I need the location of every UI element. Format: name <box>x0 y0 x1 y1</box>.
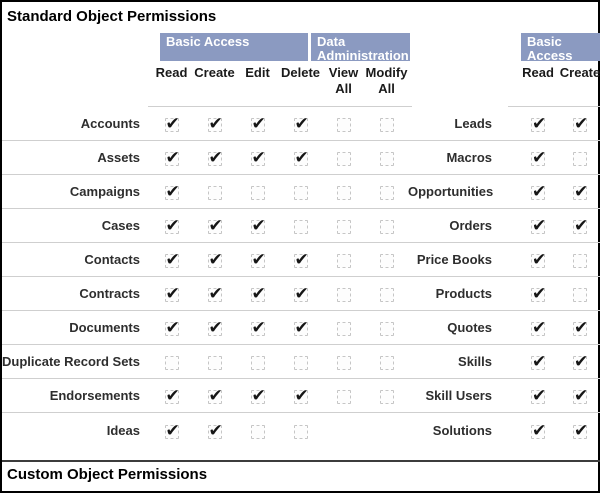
cell-cases-read <box>150 209 193 242</box>
cell-contracts-read <box>150 277 193 310</box>
group-header-basic-access-left: Basic Access <box>160 33 308 61</box>
table-row <box>2 379 600 413</box>
cell-ideas-modify-all <box>365 413 408 447</box>
cell-ideas-view-all <box>322 413 365 447</box>
column-header-modify-all: Modify All <box>365 65 408 96</box>
table-row <box>2 107 600 141</box>
check-mark-icon: ✔ <box>532 114 547 134</box>
cell-accounts-edit <box>236 107 279 140</box>
table-row <box>2 277 600 311</box>
documents-edit-checkbox[interactable] <box>251 318 266 338</box>
row-label-skills: Skills <box>458 354 492 369</box>
ideas-create-checkbox[interactable] <box>208 420 223 441</box>
leads-read-checkbox[interactable] <box>531 114 547 134</box>
cases-delete-checkbox[interactable] <box>294 220 308 234</box>
check-mark-icon: ✔ <box>532 420 547 441</box>
documents-read-checkbox[interactable] <box>165 318 180 338</box>
cell-skill-users-read <box>517 379 559 412</box>
assets-create-checkbox[interactable] <box>208 148 223 168</box>
cell-duplicate-record-sets-delete <box>279 345 322 378</box>
check-mark-icon: ✔ <box>165 318 180 338</box>
cases-read-checkbox[interactable] <box>165 216 180 236</box>
accounts-view-all-checkbox[interactable] <box>337 118 351 132</box>
cell-products-create <box>559 277 600 310</box>
cell-campaigns-read <box>150 175 193 208</box>
cell-duplicate-record-sets-read <box>150 345 193 378</box>
check-mark-icon: ✔ <box>208 284 223 304</box>
check-mark-icon: ✔ <box>251 284 266 304</box>
quotes-read-checkbox[interactable] <box>531 318 547 338</box>
duplicate-record-sets-view-all-checkbox[interactable] <box>337 356 351 370</box>
duplicate-record-sets-delete-checkbox[interactable] <box>294 356 308 370</box>
documents-modify-all-checkbox[interactable] <box>380 322 394 336</box>
check-mark-icon: ✔ <box>165 386 180 406</box>
row-label-duplicate-record-sets: Duplicate Record Sets <box>2 354 140 369</box>
cell-solutions-create <box>559 413 600 447</box>
campaigns-edit-checkbox[interactable] <box>251 186 265 200</box>
cell-duplicate-record-sets-edit <box>236 345 279 378</box>
cell-macros-create <box>559 141 600 174</box>
row-label-cases: Cases <box>101 218 140 233</box>
solutions-create-checkbox[interactable] <box>573 420 589 441</box>
accounts-create-checkbox[interactable] <box>208 114 223 134</box>
contacts-modify-all-checkbox[interactable] <box>380 254 394 268</box>
cell-endorsements-edit <box>236 379 279 412</box>
duplicate-record-sets-modify-all-checkbox[interactable] <box>380 356 394 370</box>
assets-delete-checkbox[interactable] <box>294 148 309 168</box>
check-mark-icon: ✔ <box>294 284 309 304</box>
check-mark-icon: ✔ <box>251 114 266 134</box>
cell-campaigns-delete <box>279 175 322 208</box>
cell-accounts-modify-all <box>365 107 408 140</box>
cell-duplicate-record-sets-modify-all <box>365 345 408 378</box>
check-mark-icon: ✔ <box>165 182 180 202</box>
column-header-create: Create <box>559 65 600 80</box>
check-mark-icon: ✔ <box>532 284 547 304</box>
contacts-create-checkbox[interactable] <box>208 250 223 270</box>
cell-skill-users-create <box>559 379 600 412</box>
row-label-contracts: Contracts <box>79 286 140 301</box>
campaigns-view-all-checkbox[interactable] <box>337 186 351 200</box>
contracts-view-all-checkbox[interactable] <box>337 288 351 302</box>
column-header-edit: Edit <box>245 65 270 80</box>
check-mark-icon: ✔ <box>532 250 547 270</box>
leads-create-checkbox[interactable] <box>573 114 589 134</box>
table-row <box>2 141 600 175</box>
cell-campaigns-modify-all <box>365 175 408 208</box>
table-row <box>2 243 600 277</box>
duplicate-record-sets-edit-checkbox[interactable] <box>251 356 265 370</box>
permissions-rows <box>2 107 600 447</box>
contacts-view-all-checkbox[interactable] <box>337 254 351 268</box>
cell-endorsements-create <box>193 379 236 412</box>
custom-object-permissions-title: Custom Object Permissions <box>7 466 208 483</box>
quotes-create-checkbox[interactable] <box>573 318 589 338</box>
contacts-delete-checkbox[interactable] <box>294 250 309 270</box>
cell-campaigns-view-all <box>322 175 365 208</box>
contacts-read-checkbox[interactable] <box>165 250 180 270</box>
check-mark-icon: ✔ <box>208 114 223 134</box>
cell-documents-view-all <box>322 311 365 344</box>
check-mark-icon: ✔ <box>532 148 547 168</box>
endorsements-view-all-checkbox[interactable] <box>337 390 351 404</box>
skill-users-read-checkbox[interactable] <box>531 386 547 406</box>
cell-assets-read <box>150 141 193 174</box>
check-mark-icon: ✔ <box>251 148 266 168</box>
row-label-macros: Macros <box>446 150 492 165</box>
skills-create-checkbox[interactable] <box>573 352 589 372</box>
page-title: Standard Object Permissions <box>7 8 217 25</box>
cell-endorsements-view-all <box>322 379 365 412</box>
cell-endorsements-read <box>150 379 193 412</box>
row-label-products: Products <box>435 286 492 301</box>
cell-assets-edit <box>236 141 279 174</box>
macros-read-checkbox[interactable] <box>531 148 547 168</box>
cell-cases-edit <box>236 209 279 242</box>
macros-create-checkbox[interactable] <box>573 152 587 166</box>
documents-create-checkbox[interactable] <box>208 318 223 338</box>
campaigns-modify-all-checkbox[interactable] <box>380 186 394 200</box>
cell-assets-view-all <box>322 141 365 174</box>
contracts-modify-all-checkbox[interactable] <box>380 288 394 302</box>
assets-read-checkbox[interactable] <box>165 148 180 168</box>
check-mark-icon: ✔ <box>574 420 589 441</box>
check-mark-icon: ✔ <box>208 148 223 168</box>
cell-contacts-read <box>150 243 193 276</box>
cell-contacts-edit <box>236 243 279 276</box>
cell-macros-read <box>517 141 559 174</box>
cell-contacts-delete <box>279 243 322 276</box>
cell-documents-create <box>193 311 236 344</box>
check-mark-icon: ✔ <box>208 420 223 441</box>
table-row <box>2 345 600 379</box>
cell-assets-modify-all <box>365 141 408 174</box>
row-label-contacts: Contacts <box>84 252 140 267</box>
cell-accounts-view-all <box>322 107 365 140</box>
group-header-data-administration: Data Administration <box>311 33 410 61</box>
cases-view-all-checkbox[interactable] <box>337 220 351 234</box>
check-mark-icon: ✔ <box>251 318 266 338</box>
ideas-edit-checkbox[interactable] <box>251 425 265 439</box>
cell-accounts-read <box>150 107 193 140</box>
cell-campaigns-create <box>193 175 236 208</box>
cell-contracts-create <box>193 277 236 310</box>
table-row <box>2 175 600 209</box>
row-label-quotes: Quotes <box>447 320 492 335</box>
check-mark-icon: ✔ <box>574 352 589 372</box>
cell-endorsements-modify-all <box>365 379 408 412</box>
cell-contacts-modify-all <box>365 243 408 276</box>
right-column-headers <box>517 65 600 81</box>
check-mark-icon: ✔ <box>574 114 589 134</box>
documents-view-all-checkbox[interactable] <box>337 322 351 336</box>
assets-view-all-checkbox[interactable] <box>337 152 351 166</box>
cell-opportunities-read <box>517 175 559 208</box>
check-mark-icon: ✔ <box>165 250 180 270</box>
check-mark-icon: ✔ <box>165 216 180 236</box>
check-mark-icon: ✔ <box>574 216 589 236</box>
cell-documents-edit <box>236 311 279 344</box>
column-header-create: Create <box>194 65 235 80</box>
check-mark-icon: ✔ <box>165 148 180 168</box>
campaigns-read-checkbox[interactable] <box>165 182 180 202</box>
cell-contracts-view-all <box>322 277 365 310</box>
endorsements-delete-checkbox[interactable] <box>294 386 309 406</box>
check-mark-icon: ✔ <box>208 250 223 270</box>
cell-orders-create <box>559 209 600 242</box>
check-mark-icon: ✔ <box>294 386 309 406</box>
cell-quotes-read <box>517 311 559 344</box>
cell-assets-delete <box>279 141 322 174</box>
check-mark-icon: ✔ <box>532 352 547 372</box>
check-mark-icon: ✔ <box>165 284 180 304</box>
campaigns-create-checkbox[interactable] <box>208 186 222 200</box>
check-mark-icon: ✔ <box>251 250 266 270</box>
cell-contracts-edit <box>236 277 279 310</box>
cell-ideas-read <box>150 413 193 447</box>
check-mark-icon: ✔ <box>208 386 223 406</box>
check-mark-icon: ✔ <box>532 318 547 338</box>
orders-create-checkbox[interactable] <box>573 216 589 236</box>
check-mark-icon: ✔ <box>165 420 180 441</box>
cell-accounts-create <box>193 107 236 140</box>
row-label-accounts: Accounts <box>80 116 140 131</box>
table-row <box>2 209 600 243</box>
cell-cases-modify-all <box>365 209 408 242</box>
contracts-read-checkbox[interactable] <box>165 284 180 304</box>
cell-solutions-read <box>517 413 559 447</box>
accounts-delete-checkbox[interactable] <box>294 114 309 134</box>
cell-price-books-create <box>559 243 600 276</box>
check-mark-icon: ✔ <box>251 216 266 236</box>
cell-campaigns-edit <box>236 175 279 208</box>
cell-documents-delete <box>279 311 322 344</box>
ideas-read-checkbox[interactable] <box>165 420 180 441</box>
row-label-assets: Assets <box>97 150 140 165</box>
row-label-documents: Documents <box>69 320 140 335</box>
accounts-modify-all-checkbox[interactable] <box>380 118 394 132</box>
check-mark-icon: ✔ <box>574 182 589 202</box>
column-header-read: Read <box>155 65 188 80</box>
check-mark-icon: ✔ <box>294 114 309 134</box>
cell-contracts-modify-all <box>365 277 408 310</box>
opportunities-create-checkbox[interactable] <box>573 182 589 202</box>
row-label-opportunities: Opportunities <box>408 184 494 199</box>
cell-documents-modify-all <box>365 311 408 344</box>
endorsements-read-checkbox[interactable] <box>165 386 180 406</box>
row-label-leads: Leads <box>454 116 492 131</box>
check-mark-icon: ✔ <box>208 216 223 236</box>
cell-ideas-delete <box>279 413 322 447</box>
cell-orders-read <box>517 209 559 242</box>
cell-leads-read <box>517 107 559 140</box>
cell-contacts-create <box>193 243 236 276</box>
group-header-basic-access-right: Basic Access <box>521 33 600 61</box>
assets-modify-all-checkbox[interactable] <box>380 152 394 166</box>
skill-users-create-checkbox[interactable] <box>573 386 589 406</box>
cases-edit-checkbox[interactable] <box>251 216 266 236</box>
row-label-price-books: Price Books <box>416 252 492 267</box>
opportunities-read-checkbox[interactable] <box>531 182 547 202</box>
price-books-read-checkbox[interactable] <box>531 250 547 270</box>
cell-contacts-view-all <box>322 243 365 276</box>
skills-read-checkbox[interactable] <box>531 352 547 372</box>
check-mark-icon: ✔ <box>574 318 589 338</box>
cell-products-read <box>517 277 559 310</box>
campaigns-delete-checkbox[interactable] <box>294 186 308 200</box>
cell-skills-read <box>517 345 559 378</box>
solutions-read-checkbox[interactable] <box>531 420 547 441</box>
cases-create-checkbox[interactable] <box>208 216 223 236</box>
products-read-checkbox[interactable] <box>531 284 547 304</box>
check-mark-icon: ✔ <box>208 318 223 338</box>
contracts-create-checkbox[interactable] <box>208 284 223 304</box>
table-row <box>2 413 600 447</box>
cell-accounts-delete <box>279 107 322 140</box>
row-label-campaigns: Campaigns <box>69 184 140 199</box>
ideas-delete-checkbox[interactable] <box>294 425 308 439</box>
column-header-view-all: View All <box>328 65 359 96</box>
row-label-endorsements: Endorsements <box>49 388 140 403</box>
table-row <box>2 311 600 345</box>
cell-cases-view-all <box>322 209 365 242</box>
column-header-delete: Delete <box>280 65 321 80</box>
row-label-orders: Orders <box>449 218 492 233</box>
check-mark-icon: ✔ <box>294 148 309 168</box>
check-mark-icon: ✔ <box>532 216 547 236</box>
check-mark-icon: ✔ <box>532 182 547 202</box>
cases-modify-all-checkbox[interactable] <box>380 220 394 234</box>
accounts-read-checkbox[interactable] <box>165 114 180 134</box>
cell-duplicate-record-sets-view-all <box>322 345 365 378</box>
cell-leads-create <box>559 107 600 140</box>
cell-endorsements-delete <box>279 379 322 412</box>
row-label-skill-users: Skill Users <box>425 388 492 403</box>
check-mark-icon: ✔ <box>574 386 589 406</box>
cell-skills-create <box>559 345 600 378</box>
left-column-headers <box>150 65 408 97</box>
row-label-ideas: Ideas <box>106 422 140 438</box>
check-mark-icon: ✔ <box>251 386 266 406</box>
section-divider <box>2 460 600 462</box>
cell-cases-delete <box>279 209 322 242</box>
endorsements-create-checkbox[interactable] <box>208 386 223 406</box>
products-create-checkbox[interactable] <box>573 288 587 302</box>
assets-edit-checkbox[interactable] <box>251 148 266 168</box>
check-mark-icon: ✔ <box>294 250 309 270</box>
check-mark-icon: ✔ <box>294 318 309 338</box>
cell-duplicate-record-sets-create <box>193 345 236 378</box>
cell-opportunities-create <box>559 175 600 208</box>
check-mark-icon: ✔ <box>165 114 180 134</box>
column-header-read: Read <box>522 65 554 80</box>
contracts-edit-checkbox[interactable] <box>251 284 266 304</box>
cell-ideas-edit <box>236 413 279 447</box>
contacts-edit-checkbox[interactable] <box>251 250 266 270</box>
cell-documents-read <box>150 311 193 344</box>
duplicate-record-sets-create-checkbox[interactable] <box>208 356 222 370</box>
cell-quotes-create <box>559 311 600 344</box>
price-books-create-checkbox[interactable] <box>573 254 587 268</box>
cell-price-books-read <box>517 243 559 276</box>
accounts-edit-checkbox[interactable] <box>251 114 266 134</box>
cell-contracts-delete <box>279 277 322 310</box>
documents-delete-checkbox[interactable] <box>294 318 309 338</box>
check-mark-icon: ✔ <box>532 386 547 406</box>
cell-ideas-create <box>193 413 236 447</box>
endorsements-edit-checkbox[interactable] <box>251 386 266 406</box>
contracts-delete-checkbox[interactable] <box>294 284 309 304</box>
endorsements-modify-all-checkbox[interactable] <box>380 390 394 404</box>
row-label-solutions: Solutions <box>432 422 492 438</box>
cell-cases-create <box>193 209 236 242</box>
orders-read-checkbox[interactable] <box>531 216 547 236</box>
duplicate-record-sets-read-checkbox[interactable] <box>165 356 179 370</box>
cell-assets-create <box>193 141 236 174</box>
